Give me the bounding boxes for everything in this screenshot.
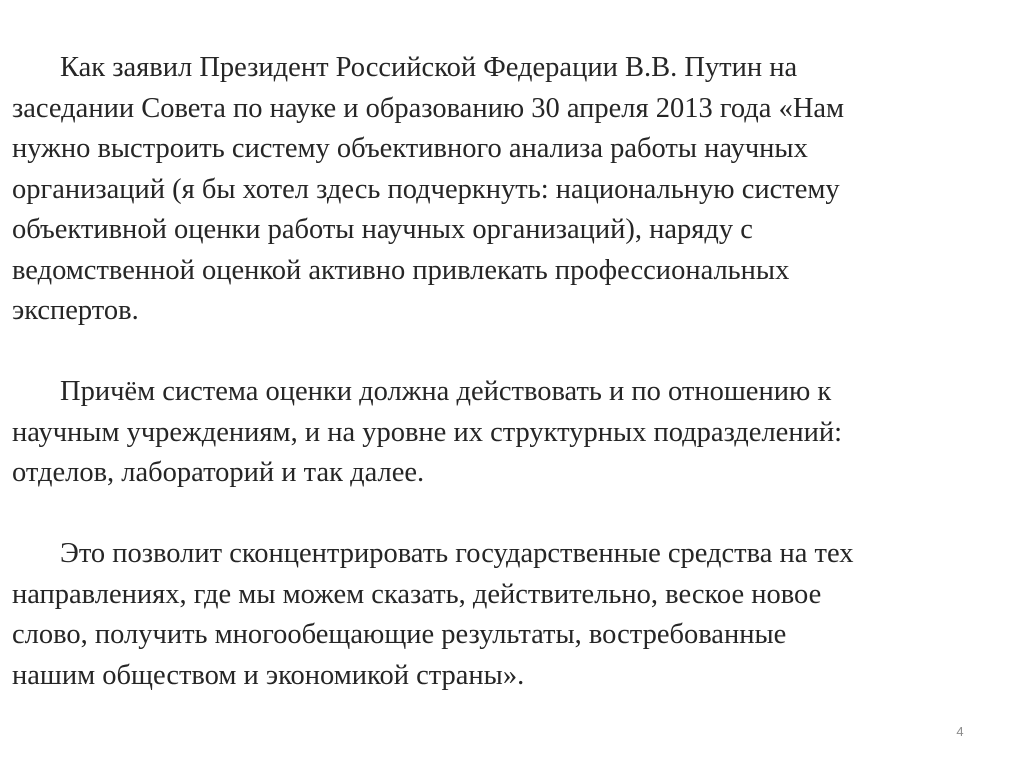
paragraph-spacer xyxy=(12,494,1012,535)
text-line: организаций (я бы хотел здесь подчеркнуть: национальную систему xyxy=(12,173,840,205)
text-line: слово, получить многообещающие результаты, востребованные xyxy=(12,619,787,650)
text-line: Причём система оценки должна действовать и по отношению к xyxy=(60,376,832,407)
paragraph-2 xyxy=(12,372,1012,494)
slide-body-text xyxy=(12,48,1012,696)
paragraph-3 xyxy=(12,534,1012,696)
text-line: объективной оценки работы научных организаций), наряду с xyxy=(12,214,753,245)
page-number: 4 xyxy=(956,724,964,739)
text-line: научным учреждениям, и на уровне их структурных подразделений: xyxy=(12,416,843,448)
text-line: Как заявил Президент Российской Федерации В.В. Путин на xyxy=(60,52,798,83)
text-line: нужно выстроить систему объективного анализа работы научных xyxy=(12,133,808,164)
text-line: экспертов. xyxy=(12,295,139,326)
text-line: заседании Совета по науке и образованию 30 апреля 2013 года «Нам xyxy=(12,92,845,124)
text-line: ведомственной оценкой активно привлекать профессиональных xyxy=(12,254,790,286)
paragraph-1 xyxy=(12,48,1012,332)
text-line: Это позволит сконцентрировать государственные средства на тех xyxy=(60,538,854,569)
text-line: нашим обществом и экономикой страны». xyxy=(12,659,525,691)
text-line: отделов, лабораторий и так далее. xyxy=(12,457,425,488)
paragraph-spacer xyxy=(12,332,1012,373)
text-line: направлениях, где мы можем сказать, действительно, веское новое xyxy=(12,578,822,610)
